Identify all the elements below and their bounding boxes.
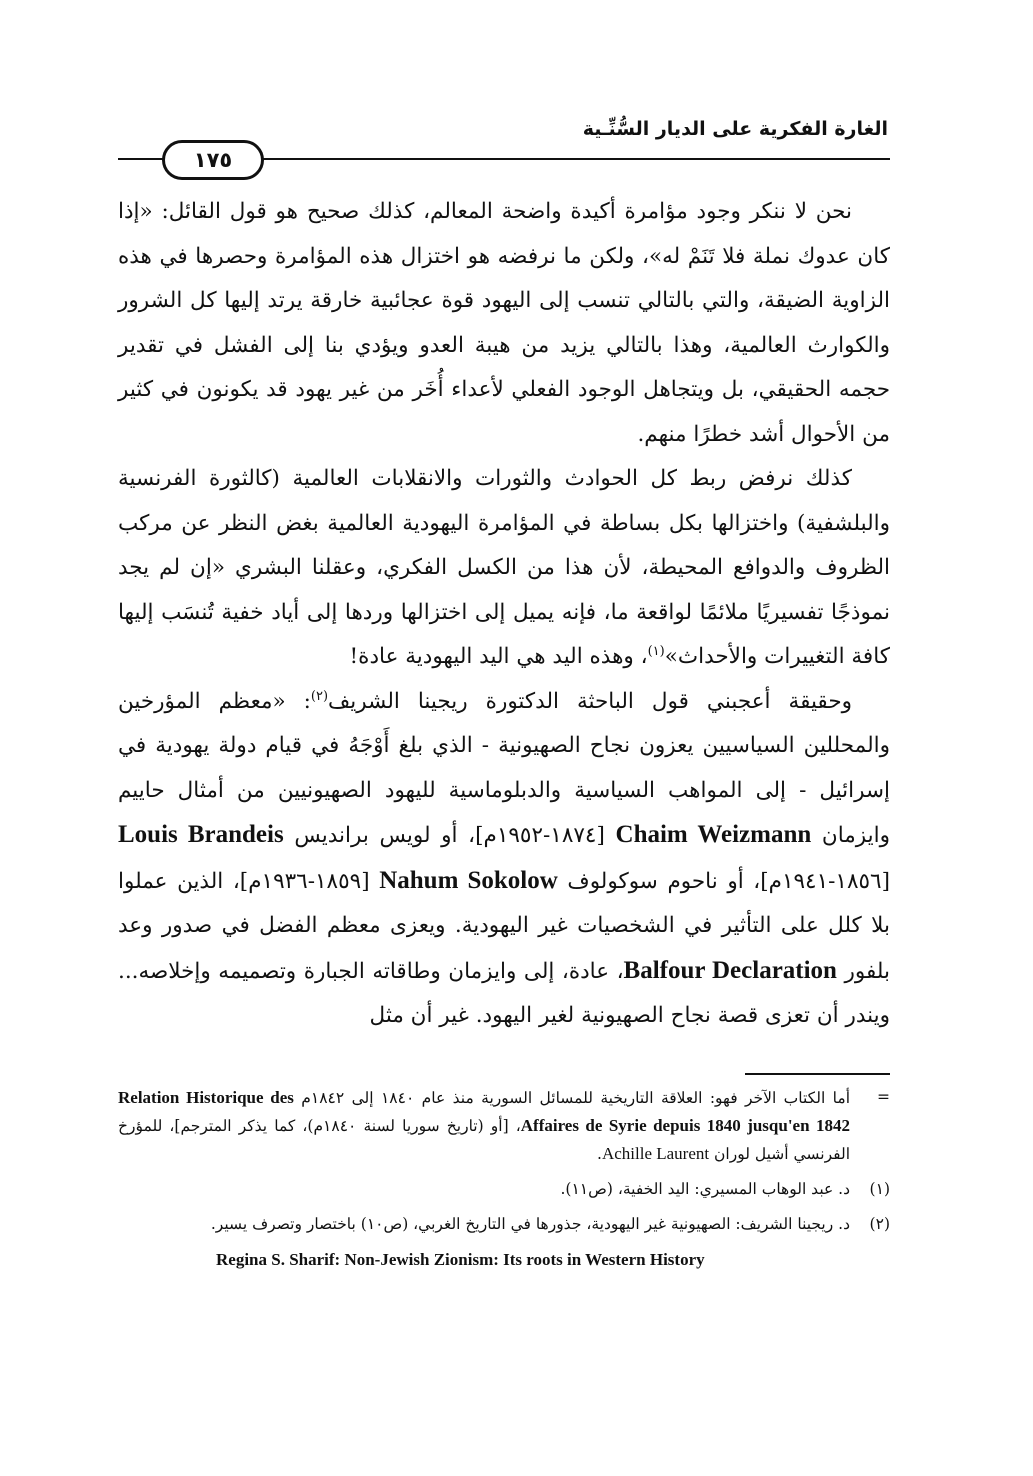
footnotes <box>118 1084 890 1314</box>
footnote-continuation-b: ، [أو (تاريخ سوريا لسنة ١٨٤٠م)، كما يذكر المترجم]، للمؤرخ الفرنسي أشيل لوران <box>118 1117 850 1163</box>
footnote-ref-2[interactable]: (٢) <box>310 688 329 704</box>
footnote-continuation-text <box>118 1084 850 1168</box>
footnote-2-text: د. ريجينا الشريف: الصهيونية غير اليهودية، جذورها في التاريخ الغربي، (ص١٠) باختصار وتصرف يسير. <box>210 1215 850 1233</box>
page-number-badge: ١٧٥ <box>162 140 264 180</box>
footnote-latin-author: Achille Laurent <box>601 1144 710 1163</box>
footnote-ref-1[interactable]: (١) <box>647 643 665 659</box>
running-title: الغارة الفكرية على الديار السُّنِّـية <box>582 118 888 140</box>
footnote-1-text: د. عبد الوهاب المسيري: اليد الخفية، (ص١١). <box>560 1180 850 1198</box>
footnote-continuation-c: . <box>597 1145 602 1163</box>
footnote-latin-title: Relation Historique des Affaires de Syrie depuis 1840 jusqu'en 1842 <box>118 1088 851 1135</box>
footnote-1 <box>118 1176 890 1203</box>
paragraph-3-text-d: [١٨٥٦-١٩٤١م]، أو ناحوم سوكولوف <box>567 868 890 894</box>
latin-name-sokolow: Nahum Sokolow <box>379 866 558 894</box>
paragraph-3-text-c: [١٨٧٤-١٩٥٢م]، أو لويس برانديس <box>294 823 605 848</box>
body-text <box>118 190 890 1070</box>
paragraph-3-text-a: وحقيقة أعجبني قول الباحثة الدكتورة ريجينا الشريف <box>328 688 852 714</box>
paragraph-3-text-b: : «معظم المؤرخين والمحللين السياسيين يعزون نجاح الصهيونية - الذي بلغ أَوْجَهُ في قيام دولة يهودية في إسرائيل - إلى المواهب السياسية والدبلوماسية لليهود الصهيونيين من أمثال حاييم وايزمان <box>118 688 890 848</box>
paragraph-2-end: ، وهذه اليد هي اليد اليهودية عادة! <box>349 644 648 669</box>
footnote-2-mark: (٢) <box>869 1215 890 1233</box>
paragraph-3-text-e: [١٨٥٩-١٩٣٦م]، الذين عملوا بلا كلل على التأثير في الشخصيات غير اليهودية. ويعزى معظم الفضل في صدور وعد بلفور <box>118 868 890 984</box>
latin-name-brandeis: Louis Brandeis <box>118 821 284 848</box>
paragraph-2 <box>118 457 890 680</box>
paragraph-1 <box>118 190 890 457</box>
footnote-continuation-a: أما الكتاب الآخر فهو: العلاقة التاريخية للمسائل السورية منذ عام ١٨٤٠ إلى ١٨٤٢م <box>301 1089 850 1107</box>
paragraph-3 <box>118 680 890 1039</box>
footnote-rule <box>745 1073 890 1075</box>
footnote-continuation <box>118 1084 890 1168</box>
footnote-1-mark: (١) <box>869 1180 890 1198</box>
paragraph-3-text-f: ، عادة، إلى وايزمان وطاقاته الجبارة وتصميمه وإخلاصه... ويندر أن تعزى قصة نجاح الصهيونية لغير اليهود. غير أن مثل <box>118 958 890 1028</box>
footnote-2 <box>118 1211 890 1238</box>
paragraph-1-text: نحن لا ننكر وجود مؤامرة أكيدة واضحة المعالم، كذلك صحيح هو قول القائل: «إذا كان عدوك نملة فلا تَنَمْ له»، ولكن ما نرفضه هو اختزال هذه المؤامرة وحصرها في هذه الزاوية الضيقة، والتي بالتالي تنسب إلى اليهود قوة عجائبية خارقة يرتد إليها كل الشرور والكوارث العالمية، وهذا بالتالي يزيد من هيبة العدو ويؤدي بنا إلى الفشل في تقدير حجمه الحقيقي، بل ويتجاهل الوجود الفعلي لأعداء أُخَر من غير يهود قد يكونون في كثير من الأحوال أشد خطرًا منهم. <box>118 199 890 447</box>
footnote-continuation-mark: = <box>877 1088 890 1106</box>
paragraph-2-text: كذلك نرفض ربط كل الحوادث والثورات والانقلابات العالمية (كالثورة الفرنسية والبلشفية) واختزالها بكل بساطة في المؤامرة اليهودية العالمية بغض النظر عن مركب الظروف والدوافع المحيطة، لأن هذا من الكسل الفكري، وعقلنا البشري «إن لم يجد نموذجًا تفسيريًا ملائمًا لواقعة ما، فإنه يميل إلى اختزالها وردها إلى أياد خفية تُنسَب إليها كافة التغييرات والأحداث» <box>118 466 890 669</box>
latin-name-weizmann: Chaim Weizmann <box>615 821 812 848</box>
footnote-2-latin-citation: Regina S. Sharif: Non-Jewish Zionism: Its roots in Western History <box>216 1250 705 1269</box>
latin-name-balfour: Balfour Declaration <box>623 956 837 984</box>
